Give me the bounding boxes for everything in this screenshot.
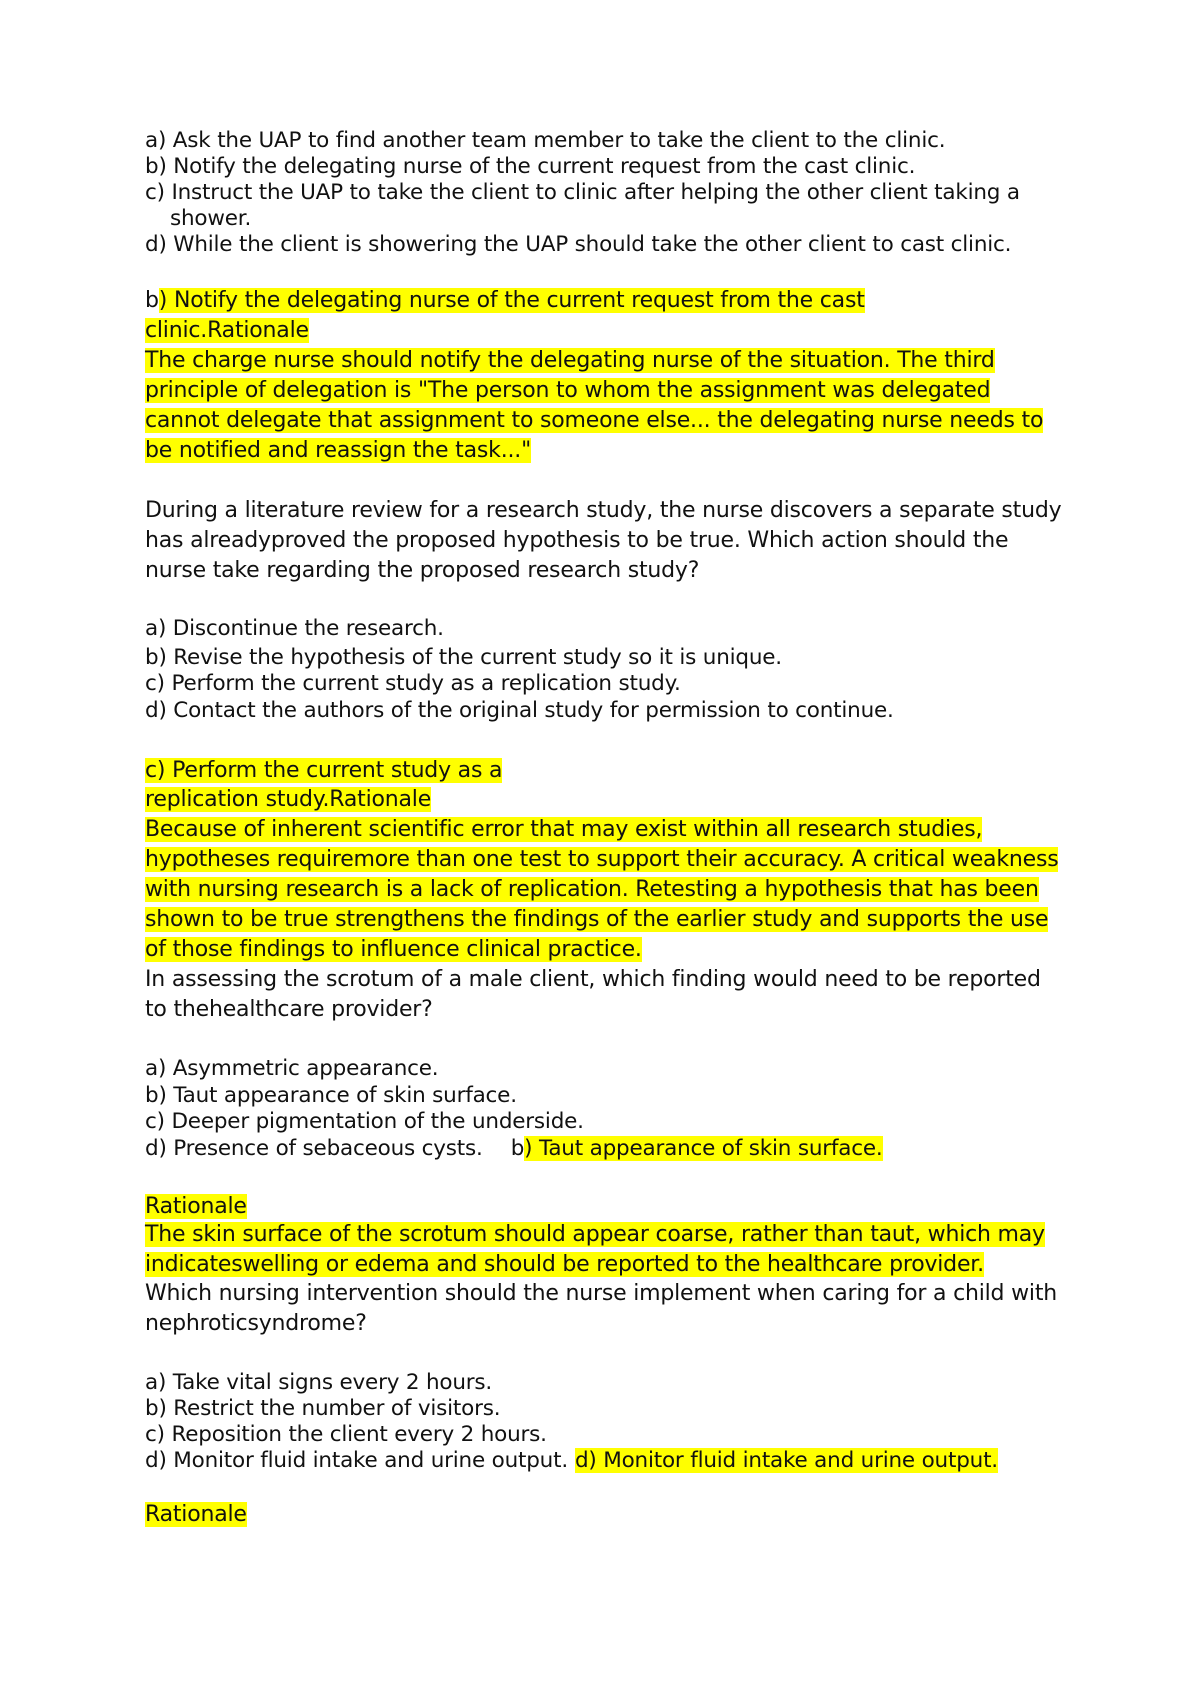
q3-option-c: c) Deeper pigmentation of the underside. [145, 1109, 584, 1134]
q4-rationale-heading: Rationale [145, 1502, 247, 1527]
q2-stem-line: nurse take regarding the proposed research study? [145, 558, 700, 583]
q4-stem-line: Which nursing intervention should the nurse implement when caring for a child with [145, 1281, 1057, 1306]
q3-option-b: b) Taut appearance of skin surface. [145, 1083, 517, 1108]
q2-stem-line: has alreadyproved the proposed hypothesis to be true. Which action should the [145, 528, 1009, 553]
q1-option-a: a) Ask the UAP to find another team member to take the client to the clinic. [145, 128, 946, 153]
q3-rationale-line: indicateswelling or edema and should be reported to the healthcare provider. [145, 1252, 984, 1277]
q2-option-d: d) Contact the authors of the original study for permission to continue. [145, 698, 894, 723]
q1-answer-prefix: b [145, 288, 159, 313]
q2-answer-line-2: replication study.Rationale [145, 787, 432, 812]
q1-option-c-continued: shower. [170, 206, 252, 231]
q3-answer-prefix: b [510, 1136, 525, 1161]
q1-answer-text: ) Notify the delegating nurse of the current request from the cast [158, 288, 865, 313]
q2-option-b: b) Revise the hypothesis of the current study so it is unique. [145, 645, 782, 670]
q3-option-a: a) Asymmetric appearance. [145, 1056, 439, 1081]
q3-answer-text: ) Taut appearance of skin surface. [524, 1136, 883, 1161]
q3-rationale-heading: Rationale [145, 1194, 247, 1219]
q2-rationale-line: of those findings to influence clinical practice. [145, 937, 642, 962]
q1-answer-line-1 [145, 286, 865, 316]
q1-rationale-line: principle of delegation is "The person to whom the assignment was delegated [145, 378, 991, 403]
q4-option-a: a) Take vital signs every 2 hours. [145, 1370, 493, 1395]
q3-rationale-line: The skin surface of the scrotum should appear coarse, rather than taut, which may [145, 1222, 1045, 1247]
q1-option-d: d) While the client is showering the UAP should take the other client to cast clinic. [145, 232, 1012, 257]
q4-option-d-row [145, 1446, 998, 1476]
q2-rationale-line: shown to be true strengthens the findings of the earlier study and supports the use [145, 907, 1049, 932]
q1-rationale-line: be notified and reassign the task..." [145, 438, 531, 463]
q2-rationale-line: with nursing research is a lack of replication. Retesting a hypothesis that has been [145, 877, 1039, 902]
q4-stem-line: nephroticsyndrome? [145, 1311, 367, 1336]
q2-stem-line: During a literature review for a research study, the nurse discovers a separate study [145, 498, 1062, 523]
q3-stem-line: to thehealthcare provider? [145, 997, 433, 1022]
q4-option-d: d) Monitor fluid intake and urine output. [145, 1448, 568, 1473]
q2-option-a: a) Discontinue the research. [145, 616, 444, 641]
q3-option-d-row [145, 1134, 883, 1164]
q1-rationale-line: The charge nurse should notify the delegating nurse of the situation. The third [145, 348, 995, 373]
q3-option-d: d) Presence of sebaceous cysts. [145, 1136, 483, 1161]
q2-answer-line-1: c) Perform the current study as a [145, 758, 503, 783]
q2-rationale-line: hypotheses requiremore than one test to support their accuracy. A critical weakness [145, 847, 1059, 872]
q4-option-b: b) Restrict the number of visitors. [145, 1396, 501, 1421]
q3-stem-line: In assessing the scrotum of a male client, which finding would need to be reported [145, 967, 1041, 992]
q1-rationale-line: cannot delegate that assignment to someone else... the delegating nurse needs to [145, 408, 1044, 433]
q1-answer-line-2: clinic.Rationale [145, 318, 309, 343]
q1-option-c: c) Instruct the UAP to take the client to clinic after helping the other client taking a [145, 180, 1020, 205]
q4-answer-text: d) Monitor fluid intake and urine output. [574, 1448, 998, 1473]
q2-option-c: c) Perform the current study as a replication study. [145, 671, 681, 696]
q4-option-c: c) Reposition the client every 2 hours. [145, 1422, 547, 1447]
q1-option-b: b) Notify the delegating nurse of the current request from the cast clinic. [145, 154, 916, 179]
q2-rationale-line: Because of inherent scientific error that may exist within all research studies, [145, 817, 983, 842]
